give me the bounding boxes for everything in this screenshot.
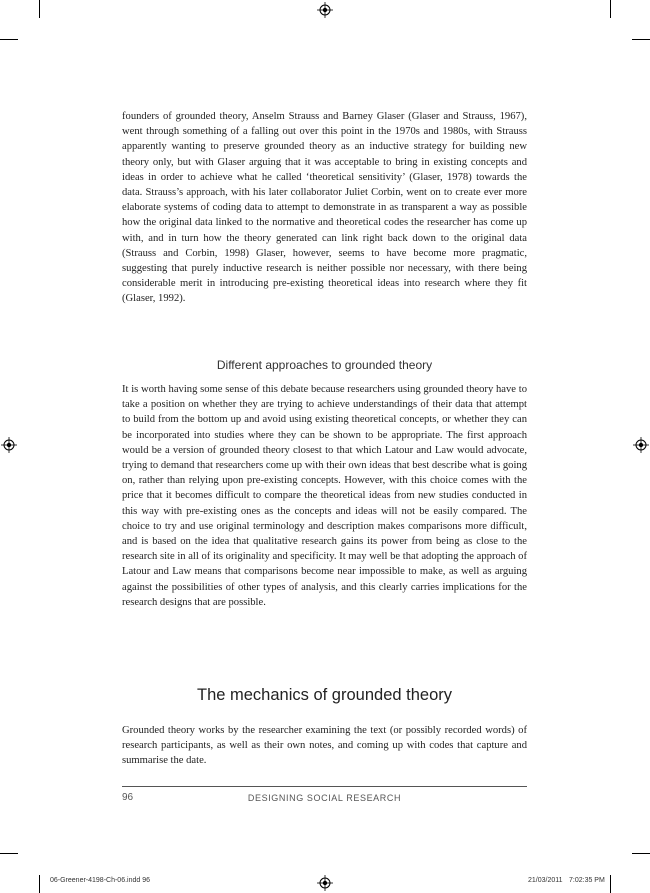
crop-mark — [39, 875, 40, 893]
crop-mark — [0, 853, 18, 854]
section-heading: The mechanics of grounded theory — [197, 686, 452, 704]
crop-mark — [610, 0, 611, 18]
registration-mark-icon — [317, 2, 333, 18]
registration-mark-icon — [317, 875, 333, 891]
running-title: DESIGNING SOCIAL RESEARCH — [247, 793, 402, 803]
body-paragraph: founders of grounded theory, Anselm Strauss and Barney Glaser (Glaser and Strauss, 1967), went through something of a falling out over this point in the 1970s and 1980s, with Strauss apparently wanting to preserve grounded theory as an inductive strategy for building new theory only, but with Glaser arguing that it was acceptable to bring in existing concepts and ideas in order to achieve what he called ‘theoretical sensitivity’ (Glaser, 1978) towards the data. Strauss’s approach, with his later collaborator Juliet Corbin, went on to create ever more elaborate systems of coding data to attempt to demonstrate in as transparent a way as possible how the original data linked to the normative and theoretical codes the researcher has come up with, and in turn how the theory generated can link right back down to the original data (Strauss and Corbin, 1998) Glaser, however, seems to have become more pragmatic, suggesting that purely inductive research is neither possible nor necessary, with there being considerable merit in introducing pre-existing theoretical ideas into research where they fit (Glaser, 1992). — [122, 111, 527, 305]
crop-mark — [632, 853, 650, 854]
section-subheading: Different approaches to grounded theory — [216, 358, 433, 372]
registration-mark-icon — [633, 437, 649, 453]
registration-mark-icon — [1, 437, 17, 453]
slug-date: 21/03/2011 — [528, 877, 563, 884]
body-paragraph: Grounded theory works by the researcher examining the text (or possibly recorded words) of research participants, as well as their own notes, and coming up with codes that capture and summarise the date. — [122, 725, 527, 767]
footer-rule — [122, 786, 527, 787]
crop-mark — [39, 0, 40, 18]
body-paragraph: It is worth having some sense of this debate because researchers using grounded theory have to take a position on whether they are trying to achieve understandings of their data that attempt to build from the bottom up and avoid using existing theoretical concepts, or whether they can be incorporated into studies where they can be shown to be appropriate. The first approach would be a version of grounded theory closest to that which Latour and Law would advocate, trying to demand that researchers come up with their own ideas that best describe what is going on, rather than relying upon pre-existing concepts. However, with this choice comes with the price that it becomes difficult to compare the theoretical ideas from new studies conducted in this way with pre-existing ones as the concepts and ideas will not be easily compared. The choice to try and use original terminology and description makes comparisons more difficult, and is based on the idea that qualitative research gains its power from being as close to the research site in all of its originality and specificity. It may well be that adopting the approach of Latour and Law means that comparisons become near impossible to make, as well as arguing against the possibilities of other types of analysis, and this clearly carries implications for the research designs that are possible. — [122, 384, 527, 608]
crop-mark — [610, 875, 611, 893]
slug-time: 7:02:35 PM — [569, 877, 605, 884]
crop-mark — [0, 39, 18, 40]
crop-mark — [632, 39, 650, 40]
slug-file-info: 06-Greener-4198-Ch-06.indd 96 — [50, 877, 151, 884]
page-number: 96 — [122, 792, 134, 803]
